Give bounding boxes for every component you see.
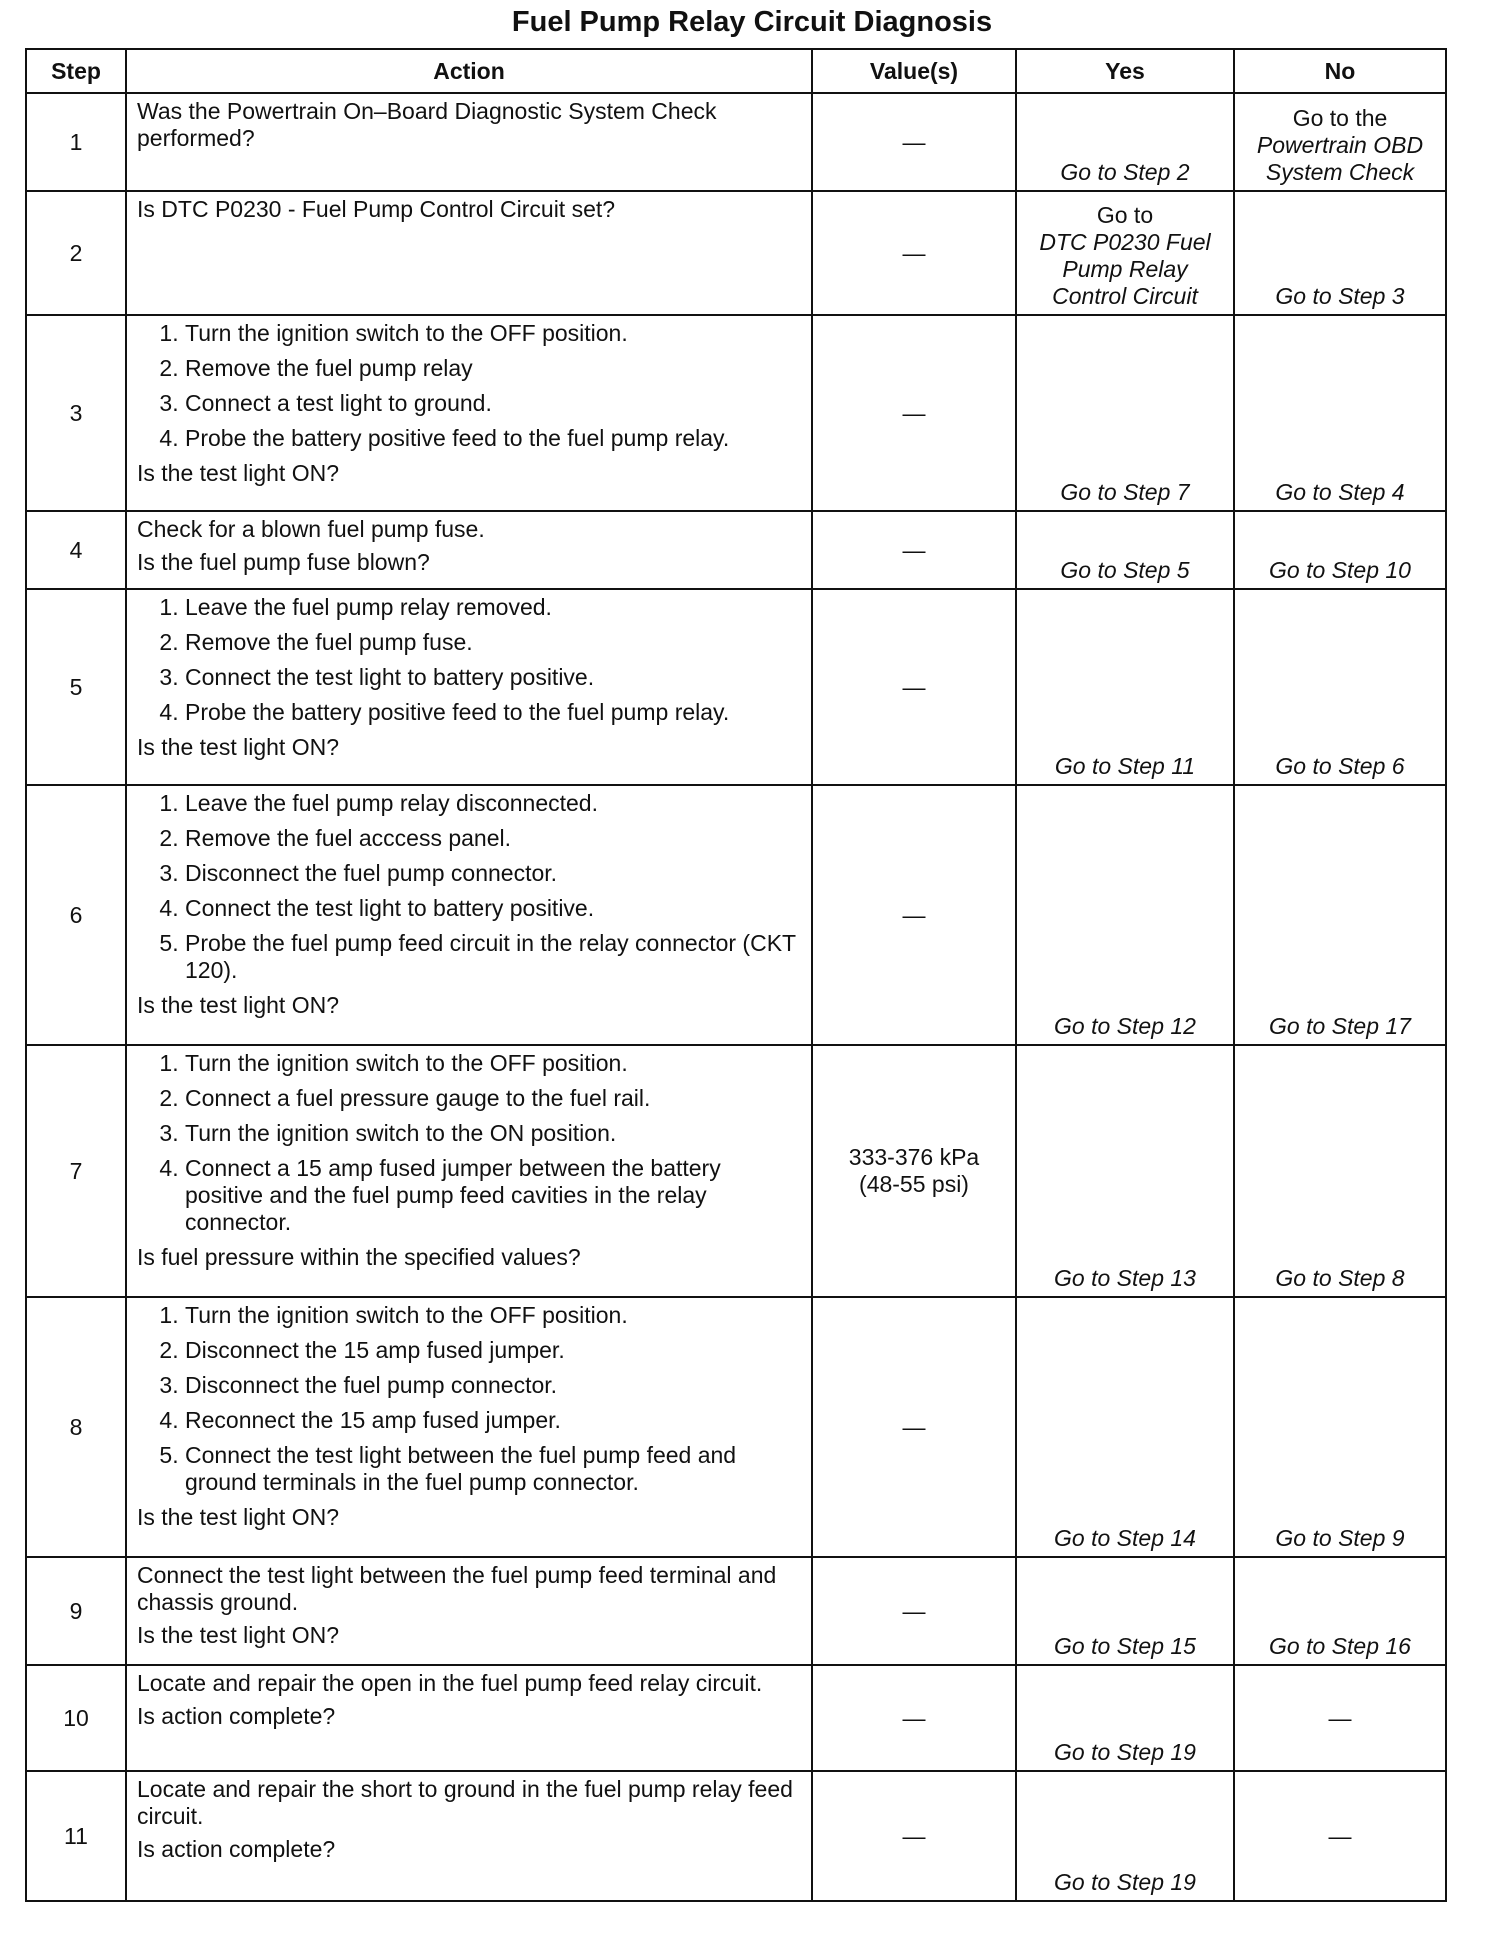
action-step-item: 5. Probe the fuel pump feed circuit in the relay connector (CKT 120).	[185, 930, 801, 984]
value-text: —	[902, 673, 926, 700]
action-intro: Check for a blown fuel pump fuse.	[137, 516, 485, 542]
value-text: —	[902, 536, 926, 563]
no-cell	[1234, 785, 1446, 1045]
action-step-item: 4. Probe the battery positive feed to the fuel pump relay.	[185, 699, 801, 726]
no-cell	[1234, 93, 1446, 191]
action-cell	[126, 1045, 812, 1297]
value-cell	[812, 1771, 1016, 1901]
action-steps	[137, 320, 801, 452]
yes-target: Go to Step 2	[1060, 159, 1190, 185]
value-cell	[812, 1297, 1016, 1557]
step-number: 7	[26, 1045, 126, 1297]
yes-cell	[1016, 785, 1234, 1045]
no-prefix: Go to the	[1292, 105, 1388, 131]
table-row	[26, 191, 1446, 315]
no-target: Go to Step 3	[1275, 283, 1405, 309]
action-step-item: 4. Probe the battery positive feed to the fuel pump relay.	[185, 425, 801, 452]
value-cell	[812, 1045, 1016, 1297]
value-cell	[812, 1557, 1016, 1665]
yes-cell	[1016, 1297, 1234, 1557]
value-text: —	[902, 399, 926, 426]
action-question: Is the fuel pump fuse blown?	[137, 549, 430, 575]
action-step-item: 3. Connect a test light to ground.	[185, 390, 801, 417]
action-question: Is the test light ON?	[137, 460, 339, 486]
value-cell	[812, 93, 1016, 191]
no-cell	[1234, 1297, 1446, 1557]
no-cell	[1234, 1665, 1446, 1771]
header-row	[26, 49, 1446, 93]
yes-prefix: Go to	[1096, 202, 1154, 228]
yes-cell	[1016, 315, 1234, 511]
no-cell	[1234, 1557, 1446, 1665]
action-step-item: 2. Remove the fuel acccess panel.	[185, 825, 801, 852]
action-steps	[137, 790, 801, 984]
no-target: Go to Step 4	[1275, 479, 1405, 505]
step-number: 1	[26, 93, 126, 191]
action-step-item: 3. Disconnect the fuel pump connector.	[185, 1372, 801, 1399]
action-step-item: 3. Turn the ignition switch to the ON position.	[185, 1120, 801, 1147]
action-step-item: 4. Connect a 15 amp fused jumper between the battery positive and the fuel pump feed cavities in the relay connector.	[185, 1155, 801, 1236]
no-target: Go to Step 16	[1269, 1633, 1411, 1659]
yes-cell	[1016, 1771, 1234, 1901]
action-intro: Was the Powertrain On–Board Diagnostic System Check performed?	[137, 98, 717, 151]
no-target: —	[1328, 1704, 1352, 1731]
table-row	[26, 1045, 1446, 1297]
step-number: 9	[26, 1557, 126, 1665]
yes-cell	[1016, 1045, 1234, 1297]
no-target: Go to Step 8	[1275, 1265, 1405, 1291]
diagnosis-table	[25, 48, 1447, 1902]
yes-cell	[1016, 511, 1234, 589]
action-step-item: 2. Remove the fuel pump fuse.	[185, 629, 801, 656]
yes-cell	[1016, 191, 1234, 315]
header-values: Value(s)	[812, 49, 1016, 93]
action-cell	[126, 93, 812, 191]
value-cell	[812, 785, 1016, 1045]
yes-target: DTC P0230 Fuel Pump Relay Control Circuit	[1039, 229, 1211, 309]
table-body	[26, 93, 1446, 1901]
action-step-item: 1. Leave the fuel pump relay disconnected.	[185, 790, 801, 817]
action-step-item: 4. Reconnect the 15 amp fused jumper.	[185, 1407, 801, 1434]
action-question: Is fuel pressure within the specified values?	[137, 1244, 581, 1270]
yes-target: Go to Step 15	[1054, 1633, 1196, 1659]
table-row	[26, 1297, 1446, 1557]
step-number: 6	[26, 785, 126, 1045]
step-number: 5	[26, 589, 126, 785]
step-number: 11	[26, 1771, 126, 1901]
action-cell	[126, 785, 812, 1045]
action-cell	[126, 191, 812, 315]
action-steps	[137, 594, 801, 726]
table-row	[26, 93, 1446, 191]
value-text: —	[902, 128, 926, 155]
value-text: —	[902, 1822, 926, 1849]
action-cell	[126, 1665, 812, 1771]
table-row	[26, 1557, 1446, 1665]
yes-target: Go to Step 19	[1054, 1869, 1196, 1895]
yes-target: Go to Step 12	[1054, 1013, 1196, 1039]
step-number: 3	[26, 315, 126, 511]
value-text-secondary: (48-55 psi)	[859, 1171, 969, 1197]
value-cell	[812, 315, 1016, 511]
yes-target: Go to Step 5	[1060, 557, 1190, 583]
action-step-item: 2. Disconnect the 15 amp fused jumper.	[185, 1337, 801, 1364]
table-row	[26, 1665, 1446, 1771]
value-text: —	[902, 1413, 926, 1440]
action-step-item: 2. Remove the fuel pump relay	[185, 355, 801, 382]
action-step-item: 2. Connect a fuel pressure gauge to the fuel rail.	[185, 1085, 801, 1112]
yes-cell	[1016, 1665, 1234, 1771]
action-steps	[137, 1302, 801, 1496]
no-target: Go to Step 17	[1269, 1013, 1411, 1039]
action-cell	[126, 1557, 812, 1665]
yes-cell	[1016, 93, 1234, 191]
step-number: 8	[26, 1297, 126, 1557]
value-text: —	[902, 239, 926, 266]
table-row	[26, 785, 1446, 1045]
yes-target: Go to Step 14	[1054, 1525, 1196, 1551]
no-cell	[1234, 191, 1446, 315]
value-text: —	[902, 1597, 926, 1624]
no-target: Go to Step 10	[1269, 557, 1411, 583]
value-cell	[812, 589, 1016, 785]
action-step-item: 1. Turn the ignition switch to the OFF position.	[185, 1050, 801, 1077]
action-steps	[137, 1050, 801, 1236]
table-row	[26, 315, 1446, 511]
action-intro: Locate and repair the open in the fuel pump feed relay circuit.	[137, 1670, 763, 1696]
action-step-item: 3. Connect the test light to battery positive.	[185, 664, 801, 691]
action-intro: Locate and repair the short to ground in the fuel pump relay feed circuit.	[137, 1776, 793, 1829]
step-number: 4	[26, 511, 126, 589]
action-step-item: 3. Disconnect the fuel pump connector.	[185, 860, 801, 887]
action-question: Is the test light ON?	[137, 992, 339, 1018]
action-question: Is action complete?	[137, 1703, 336, 1729]
no-target: Go to Step 9	[1275, 1525, 1405, 1551]
yes-target: Go to Step 7	[1060, 479, 1190, 505]
no-target: Powertrain OBD System Check	[1256, 132, 1424, 185]
header-yes: Yes	[1016, 49, 1234, 93]
value-text: —	[902, 1704, 926, 1731]
action-step-item: 1. Turn the ignition switch to the OFF position.	[185, 320, 801, 347]
header-no: No	[1234, 49, 1446, 93]
value-cell	[812, 191, 1016, 315]
no-cell	[1234, 1771, 1446, 1901]
action-step-item: 1. Leave the fuel pump relay removed.	[185, 594, 801, 621]
value-cell	[812, 1665, 1016, 1771]
value-text: 333-376 kPa	[848, 1144, 980, 1170]
yes-cell	[1016, 589, 1234, 785]
table-row	[26, 511, 1446, 589]
action-cell	[126, 315, 812, 511]
table-row	[26, 1771, 1446, 1901]
yes-target: Go to Step 19	[1054, 1739, 1196, 1765]
yes-cell	[1016, 1557, 1234, 1665]
action-cell	[126, 589, 812, 785]
header-action: Action	[126, 49, 812, 93]
action-step-item: 1. Turn the ignition switch to the OFF position.	[185, 1302, 801, 1329]
action-intro: Connect the test light between the fuel pump feed terminal and chassis ground.	[137, 1562, 777, 1615]
action-cell	[126, 1771, 812, 1901]
step-number: 2	[26, 191, 126, 315]
no-target: Go to Step 6	[1275, 753, 1405, 779]
action-question: Is the test light ON?	[137, 1622, 339, 1648]
no-cell	[1234, 589, 1446, 785]
no-cell	[1234, 1045, 1446, 1297]
table-row	[26, 589, 1446, 785]
action-step-item: 5. Connect the test light between the fuel pump feed and ground terminals in the fuel pump connector.	[185, 1442, 801, 1496]
no-cell	[1234, 315, 1446, 511]
no-target: —	[1328, 1822, 1352, 1849]
action-question: Is the test light ON?	[137, 734, 339, 760]
action-intro: Is DTC P0230 - Fuel Pump Control Circuit set?	[137, 196, 616, 222]
step-number: 10	[26, 1665, 126, 1771]
value-text: —	[902, 901, 926, 928]
page-title: Fuel Pump Relay Circuit Diagnosis	[511, 6, 993, 38]
value-cell	[812, 511, 1016, 589]
yes-target: Go to Step 13	[1054, 1265, 1196, 1291]
action-step-item: 4. Connect the test light to battery positive.	[185, 895, 801, 922]
action-cell	[126, 1297, 812, 1557]
action-question: Is the test light ON?	[137, 1504, 339, 1530]
no-cell	[1234, 511, 1446, 589]
action-question: Is action complete?	[137, 1836, 336, 1862]
header-step: Step	[26, 49, 126, 93]
action-cell	[126, 511, 812, 589]
yes-target: Go to Step 11	[1054, 753, 1196, 779]
